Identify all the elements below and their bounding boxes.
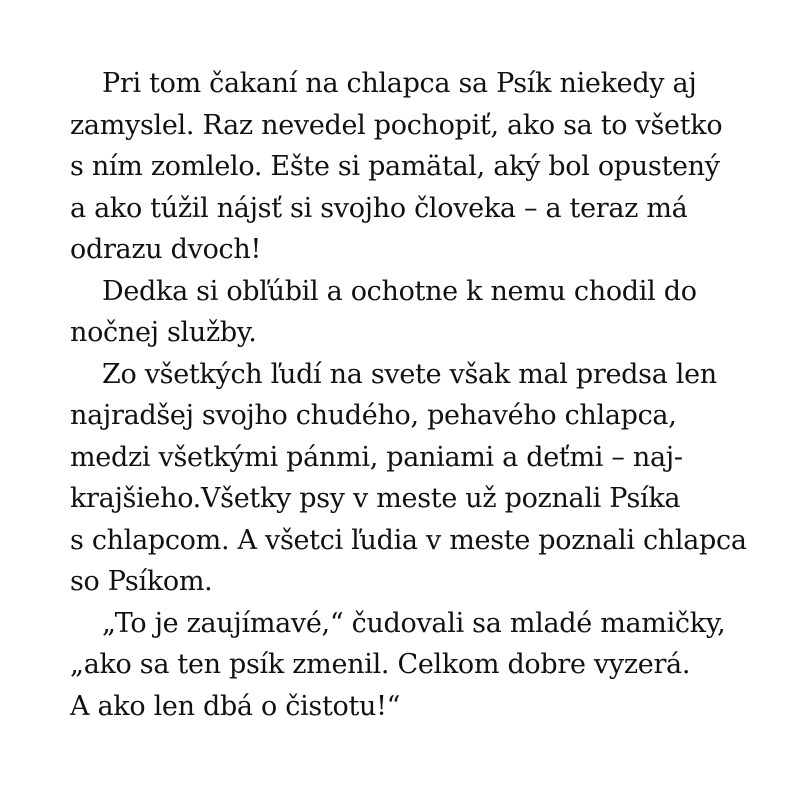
- text-line: Zo všetkých ľudí na svete však mal predsa len: [102, 358, 717, 390]
- text-line: so Psíkom.: [70, 566, 213, 597]
- text-line: najradšej svojho chudého, pehavého chlapca,: [70, 400, 677, 431]
- body-text: [70, 63, 747, 727]
- text-line: Pri tom čakaní na chlapca sa Psík niekedy aj: [102, 68, 697, 99]
- text-line: krajšieho.Všetky psy v meste už poznali Psíka: [70, 483, 681, 514]
- text-line: „To je zaujímavé,“ čudovali sa mladé mamičky,: [102, 607, 726, 639]
- text-line: A ako len dbá o čistotu!“: [70, 690, 401, 722]
- text-line: nočnej služby.: [70, 317, 257, 348]
- text-line: a ako túžil nájsť si svojho človeka – a teraz má: [70, 192, 688, 224]
- text-line: odrazu dvoch!: [70, 234, 261, 265]
- text-line: medzi všetkými pánmi, paniami a deťmi – naj-: [70, 441, 683, 473]
- text-line: s ním zomlelo. Ešte si pamätal, aký bol opustený: [70, 151, 720, 182]
- text-line: Dedka si obľúbil a ochotne k nemu chodil do: [102, 275, 697, 307]
- text-line: zamyslel. Raz nevedel pochopiť, ako sa to všetko: [70, 109, 723, 141]
- text-line: „ako sa ten psík zmenil. Celkom dobre vyzerá.: [70, 649, 691, 680]
- text-line: s chlapcom. A všetci ľudia v meste poznali chlapca: [70, 524, 747, 556]
